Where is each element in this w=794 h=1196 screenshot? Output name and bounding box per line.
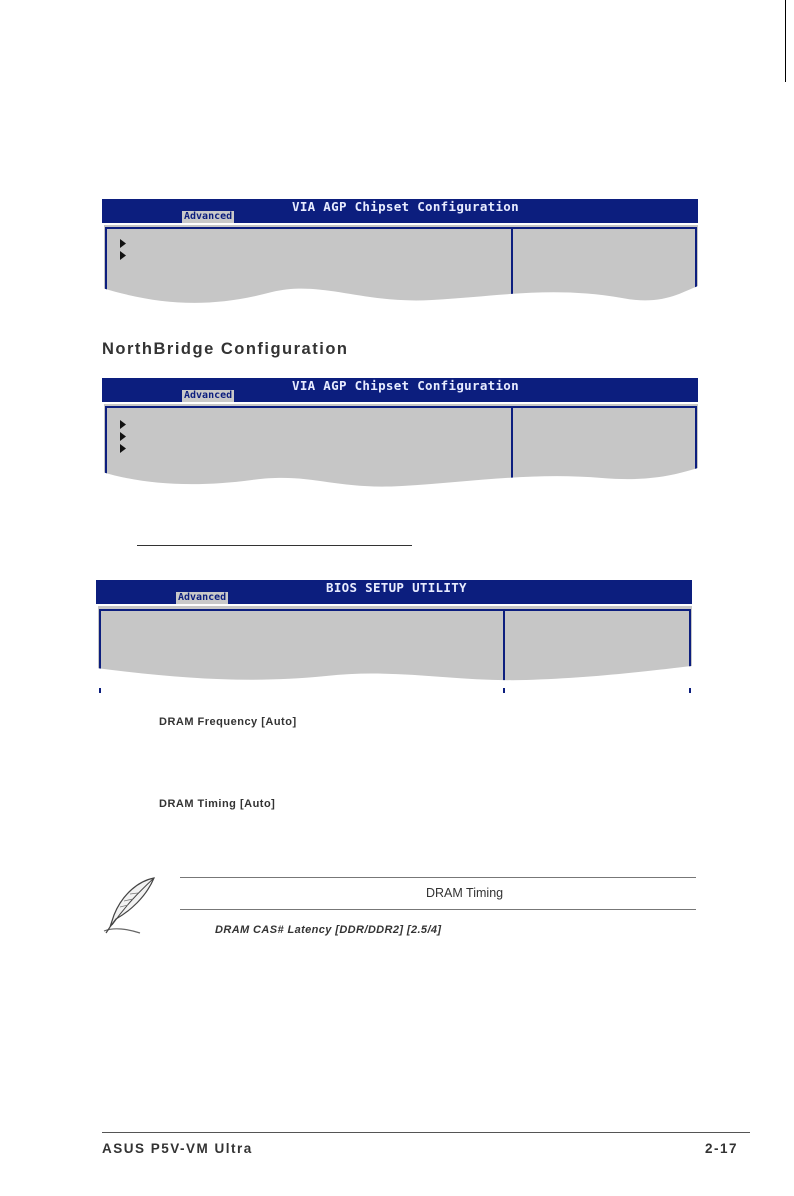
bios-screenshot-2 — [102, 378, 698, 491]
bios-tab-advanced[interactable]: Advanced — [184, 390, 233, 401]
torn-edge — [102, 462, 698, 492]
section-title: NorthBridge Configuration — [102, 340, 349, 358]
feather-pen-icon — [100, 875, 160, 937]
note-text: DRAM CAS# Latency [DDR/DDR2] [2.5/4] — [215, 924, 442, 936]
bios-title: BIOS SETUP UTILITY — [326, 580, 467, 595]
submenu-arrow-icon — [120, 444, 126, 453]
submenu-arrow-icon — [120, 420, 126, 429]
bios-tab-advanced[interactable]: Advanced — [184, 211, 233, 222]
bios-screenshot-3 — [96, 580, 692, 687]
bios-title: VIA AGP Chipset Configuration — [292, 199, 519, 214]
param-dram-frequency: DRAM Frequency [Auto] — [159, 716, 297, 728]
submenu-arrow-icon — [120, 432, 126, 441]
bios-title: VIA AGP Chipset Configuration — [292, 378, 519, 393]
note-bottom-rule — [180, 909, 696, 910]
bios-tab-advanced[interactable]: Advanced — [178, 592, 227, 603]
underline-rule — [137, 545, 412, 546]
footer-rule — [102, 1132, 750, 1133]
note-top-rule — [180, 877, 696, 878]
torn-edge — [102, 282, 698, 312]
note-heading: DRAM Timing — [426, 886, 504, 900]
param-dram-timing: DRAM Timing [Auto] — [159, 798, 276, 810]
footer-page-number: 2-17 — [704, 1141, 738, 1156]
footer-product-name: ASUS P5V-VM Ultra — [102, 1141, 253, 1156]
torn-edge — [96, 666, 692, 688]
submenu-arrow-icon — [120, 251, 126, 260]
crop-mark — [785, 0, 786, 82]
submenu-arrow-icon — [120, 239, 126, 248]
bios-screenshot-1 — [102, 199, 698, 311]
